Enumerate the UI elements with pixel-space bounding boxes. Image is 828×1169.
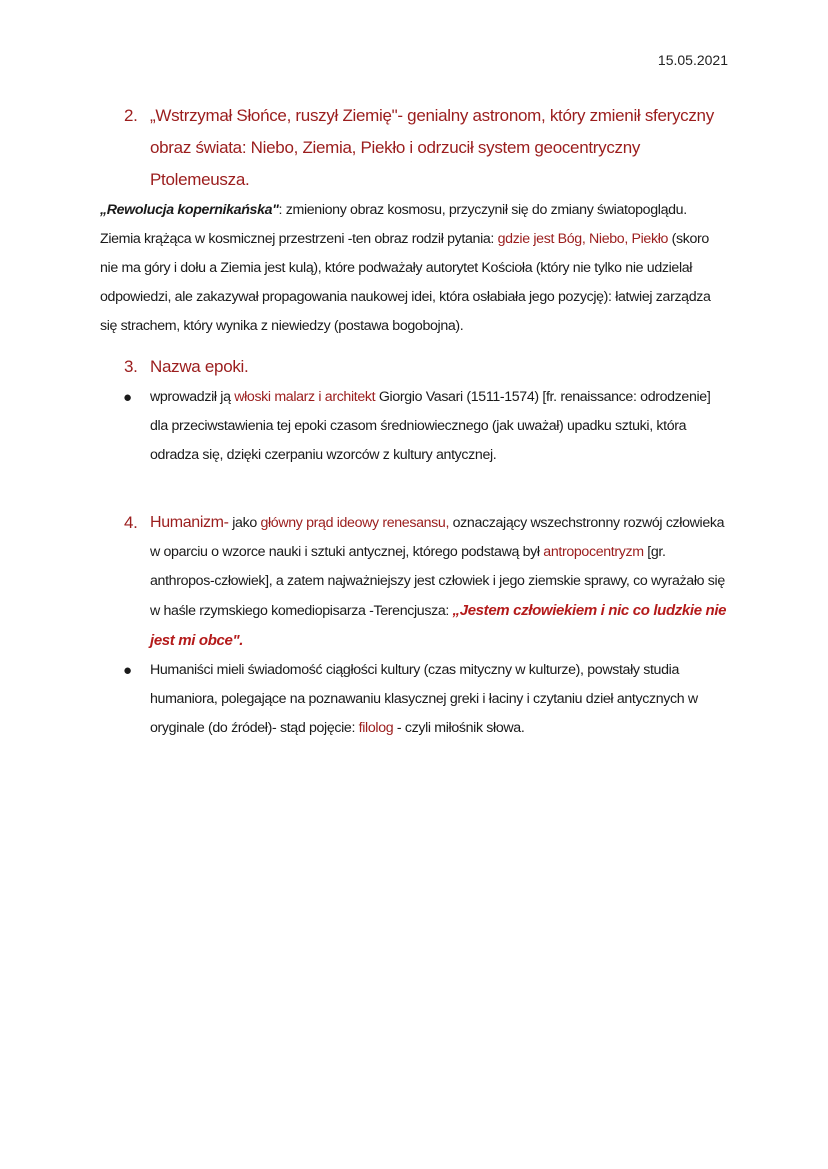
paragraph-text: (skoro nie ma góry i dołu a Ziemia jest kulą), które podważały autorytet Kościoła (który nie tylko nie udzielał odpowiedzi, ale zakazywał propagowania naukowej idei, która osłabiała jego pozycję): łatwiej zarządza się strachem, który wynika z niewiedzy (postawa bogobojna).: [100, 231, 711, 334]
section-4-heading: [100, 508, 728, 656]
list-item-text: Humaniści mieli świadomość ciągłości kultury (czas mityczny w kulturze), powstały studia humaniora, polegające na poznawaniu klasycznej greki i łaciny i czytaniu dzieł antycznych w oryginale (do źródeł)- stąd pojęcie:: [150, 662, 698, 736]
list-item-text: - czyli miłośnik słowa.: [393, 720, 525, 736]
bullet-icon: ●: [123, 389, 132, 406]
list-item-text: wprowadził ją: [150, 389, 235, 405]
section-3-title: Nazwa epoki.: [150, 357, 249, 376]
bullet-icon: ●: [123, 662, 132, 679]
section-4-title: Humanizm-: [150, 514, 229, 531]
list-item: [100, 383, 728, 470]
list-item-text: Giorgio Vasari (1511-1574) [fr. renaissance: odrodzenie] dla przeciwstawienia tej epoki czasom średniowiecznego (jak uważał) upadku sztuki, która odradza się, dzięki czerpaniu wzorców z kultury antycznej.: [150, 389, 711, 463]
section-2-title: „Wstrzymał Słońce, ruszył Ziemię"- genialny astronom, który zmienił sferyczny obraz świata: Niebo, Ziemia, Piekło i odrzucił system geocentryczny Ptolemeusza.: [150, 106, 714, 189]
highlight-philologist: filolog: [358, 720, 394, 736]
paragraph-text: jako: [228, 515, 261, 531]
terence-quote: „Jestem człowiekiem i nic co ludzkie nie jest mi obce".: [150, 602, 727, 649]
paragraph-text: [gr. anthropos-człowiek], a zatem najważniejszy jest człowiek i jego ziemskie sprawy, co wyrażało się w haśle rzymskiego komediopisarza -Terencjusza:: [150, 544, 725, 619]
section-2-paragraph: [100, 196, 728, 341]
section-3-heading: [100, 351, 728, 383]
section-2-number: 2.: [124, 106, 138, 125]
section-4-number: 4.: [124, 513, 138, 532]
highlight-main-current: główny prąd ideowy renesansu,: [260, 515, 450, 531]
section-3-number: 3.: [124, 357, 138, 376]
paragraph-text: oznaczający wszechstronny rozwój człowieka w oparciu o wzorce nauki i sztuki antycznej, którego podstawą był: [150, 515, 725, 560]
section-4: [100, 508, 728, 743]
section-2: [100, 100, 728, 341]
highlight-vasari: włoski malarz i architekt: [234, 389, 376, 405]
highlight-questions: gdzie jest Bóg, Niebo, Piekło: [497, 231, 669, 247]
list-item: [100, 656, 728, 743]
term-copernican-revolution: „Rewolucja kopernikańska": [100, 202, 279, 218]
section-3: [100, 351, 728, 470]
paragraph-text: : zmieniony obraz kosmosu, przyczynił się do zmiany światopoglądu. Ziemia krążąca w kosmicznej przestrzeni -ten obraz rodził pytania:: [100, 202, 687, 247]
section-2-heading: [100, 100, 728, 196]
highlight-anthropocentrism: antropocentryzm: [543, 544, 644, 560]
document-date: 15.05.2021: [657, 52, 728, 68]
